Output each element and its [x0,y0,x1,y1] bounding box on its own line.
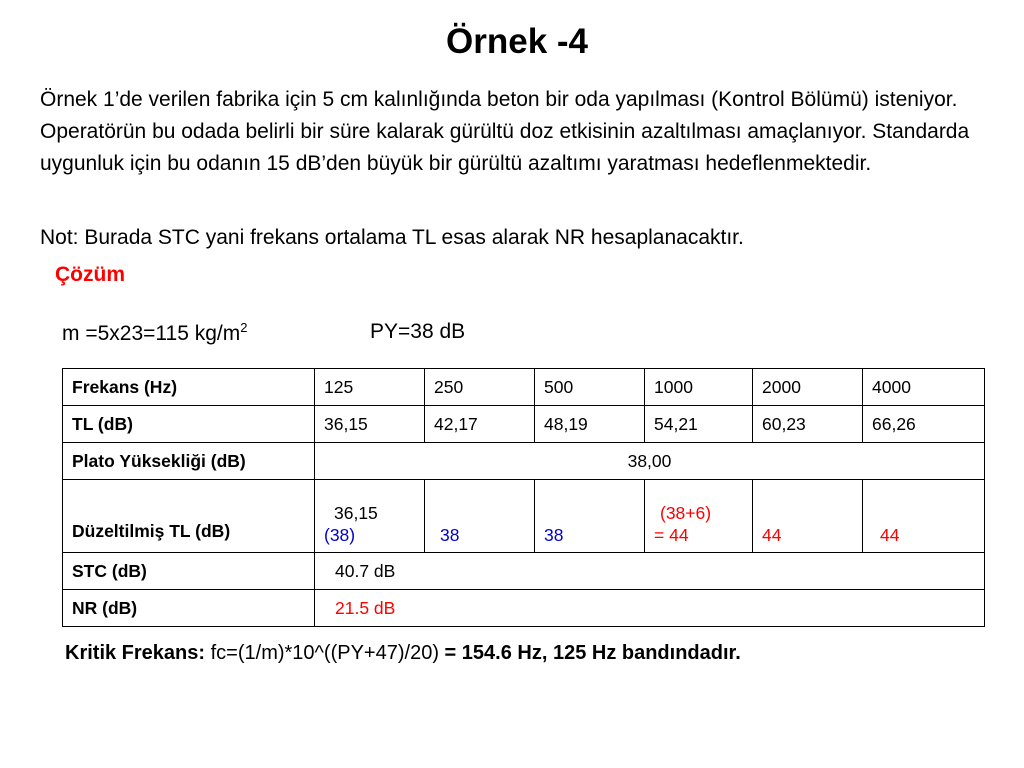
solution-heading: Çözüm [55,263,125,286]
corrected-value: (38) [324,525,356,545]
corrected-original: 36,15 [334,503,378,523]
note-paragraph: Not: Burada STC yani frekans ortalama TL esas alarak NR hesaplanacaktır. [40,226,744,249]
table-row-corrected-tl [63,480,985,553]
freq-cell: 1000 [645,369,753,406]
mass-exponent: 2 [240,320,248,335]
freq-cell: 4000 [863,369,985,406]
critical-frequency-label: Kritik Frekans: [65,642,206,664]
freq-cell: 250 [425,369,535,406]
critical-frequency [65,642,741,665]
freq-cell: 125 [315,369,425,406]
table-row-plato [63,443,985,480]
tl-cell: 48,19 [535,406,645,443]
plato-label: Plato Yüksekliği (dB) [63,443,315,480]
table-row-stc [63,553,985,590]
table-row-nr [63,590,985,627]
tl-cell: 36,15 [315,406,425,443]
freq-cell: 2000 [753,369,863,406]
plato-cell: 38,00 [315,443,985,480]
stc-label: STC (dB) [63,553,315,590]
corrected-value: 44 [762,525,782,545]
tl-cell: 54,21 [645,406,753,443]
slide-title: Örnek -4 [446,22,588,61]
corrected-tl-label: Düzeltilmiş TL (dB) [63,480,315,553]
corrected-cell [645,480,753,553]
table-row-frequency [63,369,985,406]
corrected-value: 38 [544,525,564,545]
corrected-cell [535,480,645,553]
corrected-formula: (38+6) [660,503,712,523]
tl-table [62,368,985,627]
corrected-value: 44 [880,525,900,545]
critical-frequency-formula: fc=(1/m)*10^((PY+47)/20) [210,642,439,664]
tl-label: TL (dB) [63,406,315,443]
corrected-cell [863,480,985,553]
tl-cell: 42,17 [425,406,535,443]
nr-cell: 21.5 dB [315,590,985,627]
critical-frequency-result: = 154.6 Hz, 125 Hz bandındadır. [444,642,741,664]
stc-cell: 40.7 dB [315,553,985,590]
table-row-tl [63,406,985,443]
frequency-label: Frekans (Hz) [63,369,315,406]
mass-text: m =5x23=115 kg/m [62,322,241,345]
freq-cell: 500 [535,369,645,406]
corrected-cell [425,480,535,553]
corrected-value: 38 [440,525,460,545]
corrected-cell [315,480,425,553]
tl-cell: 66,26 [863,406,985,443]
corrected-value: = 44 [654,525,689,545]
plateau-value: PY=38 dB [370,320,466,343]
mass-equation [62,320,247,346]
nr-label: NR (dB) [63,590,315,627]
corrected-cell [753,480,863,553]
tl-cell: 60,23 [753,406,863,443]
problem-paragraph: Örnek 1’de verilen fabrika için 5 cm kalınlığında beton bir oda yapılması (Kontrol Bölümü) isteniyor. Operatörün bu odada belirli bir süre kalarak gürültü doz etkisinin azaltılması amaçlanıyor. Standarda uygunluk için bu odanın 15 dB’den büyük bir gürültü azaltımı yaratması hedeflenmektedir. [40,88,970,175]
